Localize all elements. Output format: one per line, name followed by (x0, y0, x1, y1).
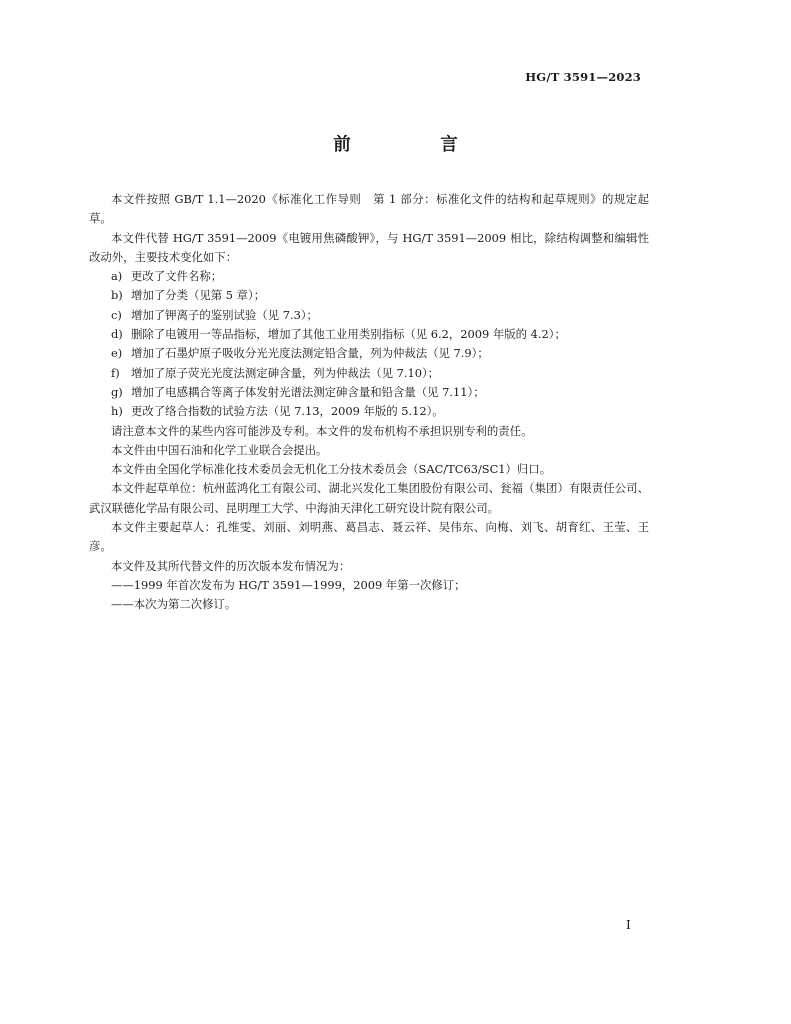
list-item (89, 325, 649, 344)
list-text: 更改了络合指数的试验方法（见 7.13，2009 年版的 5.12）。 (131, 404, 444, 419)
paragraph-replacement: 本文件代替 HG/T 3591—2009《电镀用焦磷酸钾》，与 HG/T 3591—2009 相比，除结构调整和编辑性改动外，主要技术变化如下： (89, 230, 649, 264)
list-marker: f) (111, 365, 120, 380)
list-text: 增加了电感耦合等离子体发射光谱法测定砷含量和铅含量（见 7.11）； (131, 384, 485, 399)
list-text: 增加了分类（见第 5 章）； (131, 288, 266, 303)
list-item (89, 364, 649, 383)
paragraph-history-intro: 本文件及其所代替文件的历次版本发布情况为： (111, 558, 351, 573)
history-item: ——1999 年首次发布为 HG/T 3591—1999，2009 年第一次修订； (111, 577, 466, 592)
list-marker: d) (111, 327, 123, 342)
list-marker: a) (111, 269, 123, 284)
list-marker: h) (111, 404, 123, 419)
list-text: 增加了石墨炉原子吸收分光光度法测定铅含量，列为仲裁法（见 7.9）； (131, 346, 489, 361)
list-text: 增加了钾离子的鉴别试验（见 7.3）； (131, 307, 318, 322)
paragraph-drafting-rules: 本文件按照 GB/T 1.1—2020《标准化工作导则 第 1 部分：标准化文件的结构和起草规则》的规定起草。 (89, 192, 649, 226)
history-item: ——本次为第二次修订。 (111, 597, 237, 612)
paragraph-patent-notice: 请注意本文件的某些内容可能涉及专利。本文件的发布机构不承担识别专利的责任。 (111, 423, 533, 438)
list-marker: c) (111, 307, 122, 322)
list-marker: e) (111, 346, 123, 361)
paragraph-proposer: 本文件由中国石油和化学工业联合会提出。 (111, 442, 328, 457)
list-item (89, 286, 649, 305)
list-marker: g) (111, 384, 123, 399)
list-item (89, 267, 649, 286)
list-text: 删除了电镀用一等品指标，增加了其他工业用类别指标（见 6.2，2009 年版的 4.2）； (131, 327, 566, 342)
standard-code: HG/T 3591—2023 (525, 70, 641, 84)
page-number: I (626, 918, 631, 932)
list-item (89, 306, 649, 325)
paragraph-technical-committee: 本文件由全国化学标准化技术委员会无机化工分技术委员会（SAC/TC63/SC1）归口。 (111, 462, 552, 477)
list-text: 增加了原子荧光光度法测定砷含量，列为仲裁法（见 7.10）； (131, 365, 440, 380)
foreword-body (89, 190, 649, 615)
list-item (89, 402, 649, 421)
list-item (89, 383, 649, 402)
page-title: 前 言 (333, 135, 494, 155)
list-item (89, 344, 649, 363)
list-text: 更改了文件名称； (131, 269, 223, 284)
paragraph-drafting-units: 本文件起草单位：杭州蓝鸿化工有限公司、湖北兴发化工集团股份有限公司、瓮福（集团）有限责任公司、武汉联德化学品有限公司、昆明理工大学、中海油天津化工研究设计院有限公司。 (89, 481, 649, 515)
paragraph-drafters: 本文件主要起草人：孔维雯、刘丽、刘明燕、葛昌志、聂云祥、吴伟东、向梅、刘飞、胡育红、王莹、王彦。 (89, 520, 649, 554)
list-marker: b) (111, 288, 123, 303)
